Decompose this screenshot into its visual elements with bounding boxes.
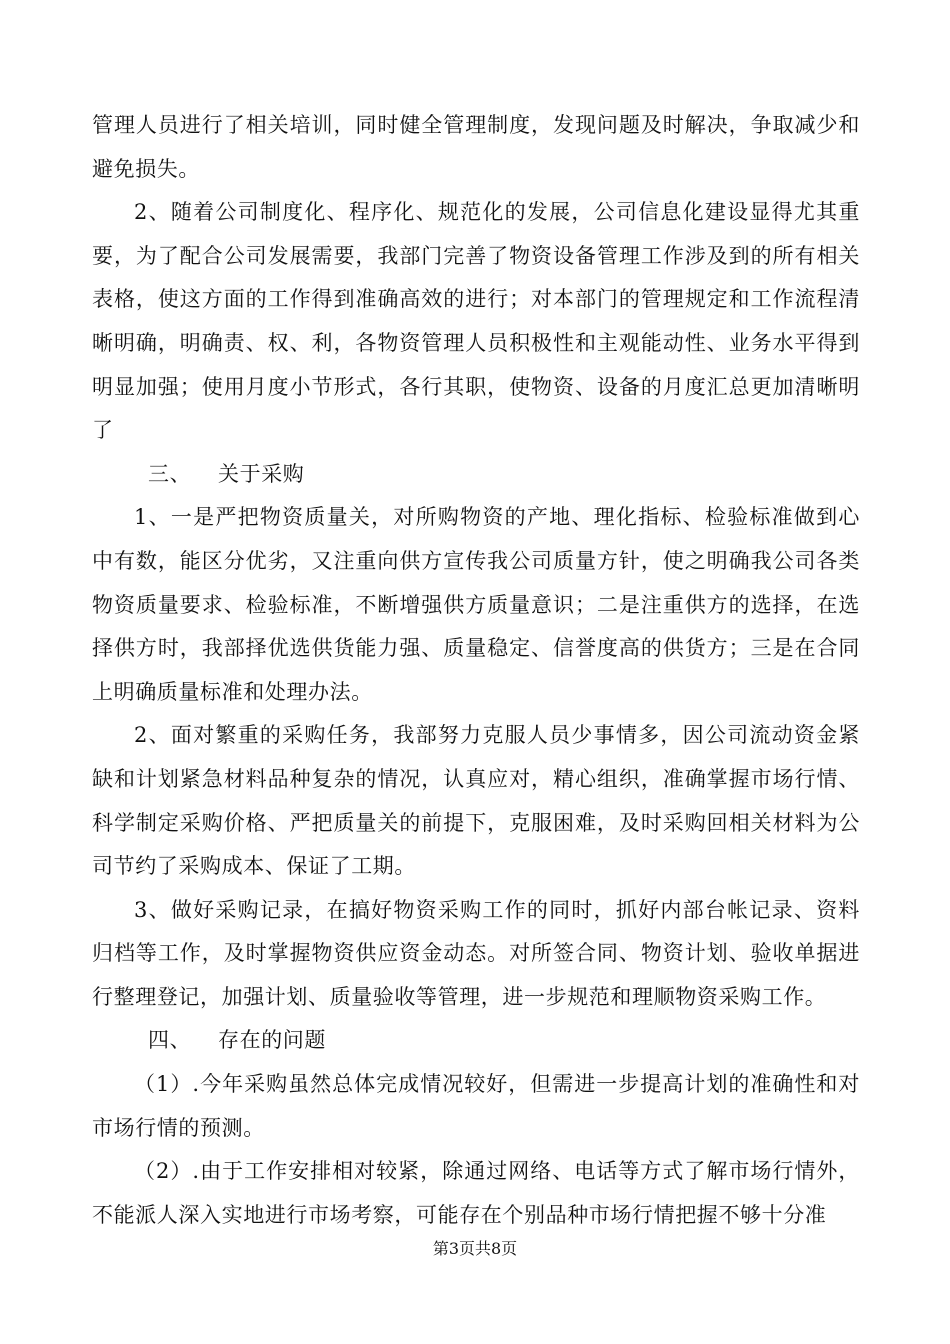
paragraph-purchasing-2: 2、面对繁重的采购任务，我部努力克服人员少事情多，因公司流动资金紧缺和计划紧急材料品种复杂的情况，认真应对，精心组织，准确掌握市场行情、科学制定采购价格、严把质量关的前提下，克服困难，及时采购回相关材料为公司节约了采购成本、保证了工期。 bbox=[92, 723, 860, 879]
page-number-footer: 第3页共8页 bbox=[432, 1239, 518, 1258]
paragraph-item-2-information: 2、随着公司制度化、程序化、规范化的发展，公司信息化建设显得尤其重要，为了配合公司发展需要，我部门完善了物资设备管理工作涉及到的所有相关表格，使这方面的工作得到准确高效的进行；对本部门的管理规定和工作流程清晰明确，明确责、权、利，各物资管理人员积极性和主观能动性、业务水平得到明显加强；使用月度小节形式，各行其职，使物资、设备的月度汇总更加清晰明了 bbox=[92, 200, 860, 443]
paragraph-problem-1: （1）.今年采购虽然总体完成情况较好，但需进一步提高计划的准确性和对市场行情的预测。 bbox=[92, 1072, 860, 1140]
section-heading-purchasing bbox=[92, 453, 860, 497]
paragraph-continuation: 管理人员进行了相关培训，同时健全管理制度，发现问题及时解决，争取减少和避免损失。 bbox=[92, 113, 860, 181]
document-body bbox=[92, 104, 860, 1237]
section-number: 三、 bbox=[148, 461, 192, 486]
section-title: 存在的问题 bbox=[218, 1028, 326, 1053]
section-heading-problems bbox=[92, 1019, 860, 1063]
section-number: 四、 bbox=[148, 1028, 192, 1053]
paragraph-problem-2: （2）.由于工作安排相对较紧，除通过网络、电话等方式了解市场行情外，不能派人深入实地进行市场考察，可能存在个别品种市场行情把握不够十分准 bbox=[92, 1159, 860, 1227]
section-title: 关于采购 bbox=[218, 461, 305, 486]
paragraph-purchasing-3: 3、做好采购记录，在搞好物资采购工作的同时，抓好内部台帐记录、资料归档等工作，及时掌握物资供应资金动态。对所签合同、物资计划、验收单据进行整理登记，加强计划、质量验收等管理，进一步规范和理顺物资采购工作。 bbox=[92, 897, 860, 1009]
paragraph-purchasing-1: 1、一是严把物资质量关，对所购物资的产地、理化指标、检验标准做到心中有数，能区分优劣，又注重向供方宣传我公司质量方针，使之明确我公司各类物资质量要求、检验标准，不断增强供方质量意识；二是注重供方的选择，在选择供方时，我部择优选供货能力强、质量稳定、信誉度高的供货方；三是在合同上明确质量标准和处理办法。 bbox=[92, 505, 860, 704]
